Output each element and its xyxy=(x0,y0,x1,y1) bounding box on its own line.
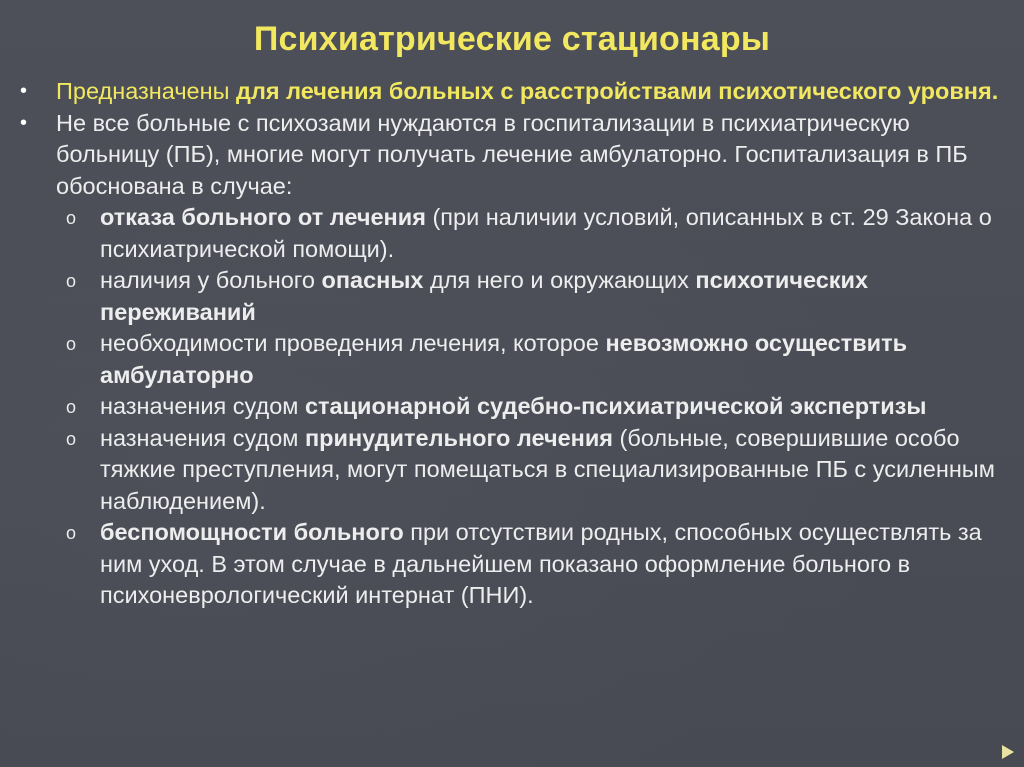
subitem-bold: стационарной судебно-психиатрической экспертизы xyxy=(304,393,927,419)
subitem-text: (больные, совершившие особо тяжкие преступления, могут помещаться в специализированные ПБ с усиленным наблюдением). xyxy=(100,424,995,514)
next-slide-arrow-icon xyxy=(1002,745,1014,759)
subitem-bold: опасных xyxy=(321,267,424,293)
subitem-outpatient-impossible xyxy=(18,328,1010,391)
subitem-marker: o xyxy=(66,334,77,354)
subitem-text: наличия у больного xyxy=(100,267,322,293)
subitem-bold: принудительного лечения xyxy=(304,424,614,451)
slide-content xyxy=(18,76,1010,612)
subitem-text: (при наличии условий, описанных в ст. 29 Закона о психиатрической помощи). xyxy=(100,204,992,262)
subitem-refusal xyxy=(18,202,1010,265)
subitem-bold: беспомощности больного xyxy=(100,519,404,545)
slide-title: Психиатрические стационары xyxy=(253,20,771,58)
subitem-text: назначения судом xyxy=(100,393,305,419)
bullet-text-bold: для лечения больных с расстройствами психотического уровня. xyxy=(236,78,999,104)
bullet-text: Не все больные с психозами нуждаются в госпитализации в психиатрическую больницу (ПБ), многие могут получать лечение амбулаторно. Госпитализация в ПБ обоснована в случае: xyxy=(56,109,968,199)
bullet-marker: • xyxy=(20,111,28,134)
subitem-text: для него и окружающих xyxy=(423,267,696,293)
subitem-text: при отсутствии родных, способных осуществлять за ним уход. В этом случае в дальнейшем показано оформление больного в психоневрологический интернат (ПНИ). xyxy=(100,519,982,608)
subitem-compulsory-treatment xyxy=(18,423,1010,518)
subitem-text: назначения судом xyxy=(100,424,305,451)
subitem-marker: o xyxy=(66,208,77,228)
subitem-marker: o xyxy=(66,523,77,543)
bullet-marker: • xyxy=(20,80,28,102)
bullet-hospitalization xyxy=(18,108,1010,203)
subitem-bold: психотических переживаний xyxy=(100,267,869,325)
subitem-marker: o xyxy=(66,397,77,417)
subitem-text: необходимости проведения лечения, которое xyxy=(100,330,606,356)
bullet-purpose xyxy=(18,76,1010,108)
subitem-marker: o xyxy=(66,428,77,449)
subitem-forensic-expertise xyxy=(18,391,1010,423)
subitem-danger xyxy=(18,265,1010,328)
subitem-bold: невозможно осуществить амбулаторно xyxy=(100,330,908,388)
subitem-helplessness xyxy=(18,517,1010,612)
subitem-bold: отказа больного от лечения xyxy=(100,204,426,230)
bullet-text-normal: Предназначены xyxy=(56,78,237,104)
subitem-marker: o xyxy=(66,271,77,291)
